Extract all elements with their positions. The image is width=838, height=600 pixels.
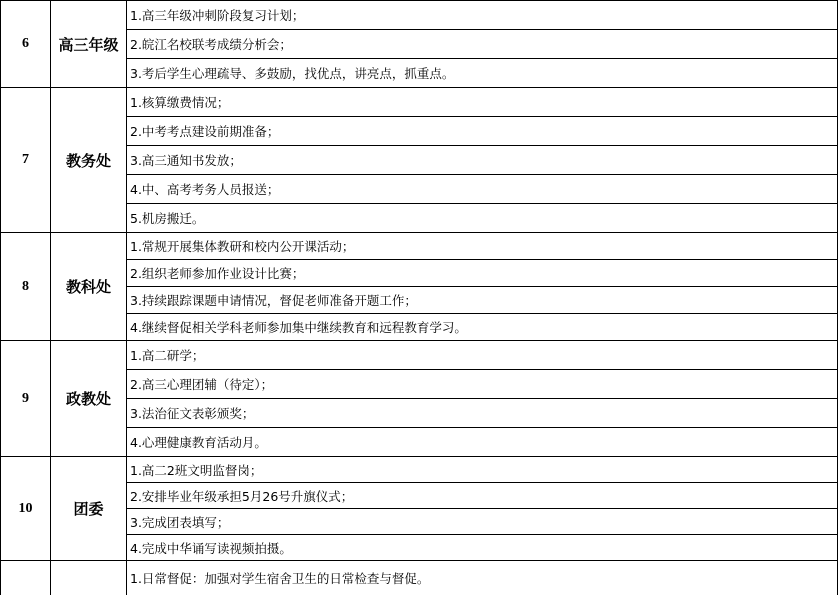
department-name xyxy=(51,561,127,595)
row-number: 8 xyxy=(1,233,51,341)
table-row xyxy=(1,457,838,483)
table-row xyxy=(1,233,838,260)
task-item: 2.皖江名校联考成绩分析会； xyxy=(127,30,838,59)
task-item: 1.高二研学； xyxy=(127,341,838,370)
table-row xyxy=(1,561,838,595)
department-name: 政教处 xyxy=(51,341,127,457)
task-item: 3.法治征文表彰颁奖； xyxy=(127,399,838,428)
department-name: 教务处 xyxy=(51,88,127,233)
row-number: 6 xyxy=(1,1,51,88)
task-item: 3.持续跟踪课题申请情况，督促老师准备开题工作； xyxy=(127,287,838,314)
task-item: 5.机房搬迁。 xyxy=(127,204,838,233)
task-item: 1.常规开展集体教研和校内公开课活动； xyxy=(127,233,838,260)
task-item: 3.高三通知书发放； xyxy=(127,146,838,175)
table-row xyxy=(1,341,838,370)
task-item: 1.日常督促：加强对学生宿舍卫生的日常检查与督促。 xyxy=(127,561,838,595)
row-number xyxy=(1,561,51,595)
task-item: 3.考后学生心理疏导、多鼓励，找优点，讲亮点，抓重点。 xyxy=(127,59,838,88)
task-item: 3.完成团表填写； xyxy=(127,509,838,535)
department-name: 团委 xyxy=(51,457,127,561)
task-item: 1.高二2班文明监督岗； xyxy=(127,457,838,483)
task-item: 4.中、高考考务人员报送； xyxy=(127,175,838,204)
task-item: 1.核算缴费情况； xyxy=(127,88,838,117)
task-item: 4.完成中华诵写读视频拍摄。 xyxy=(127,535,838,561)
task-item: 4.心理健康教育活动月。 xyxy=(127,428,838,457)
task-item: 2.安排毕业年级承担5月26号升旗仪式； xyxy=(127,483,838,509)
task-item: 2.高三心理团辅（待定）； xyxy=(127,370,838,399)
row-number: 7 xyxy=(1,88,51,233)
row-number: 10 xyxy=(1,457,51,561)
department-name: 教科处 xyxy=(51,233,127,341)
task-item: 4.继续督促相关学科老师参加集中继续教育和远程教育学习。 xyxy=(127,314,838,341)
department-name: 高三年级 xyxy=(51,1,127,88)
task-item: 1.高三年级冲刺阶段复习计划； xyxy=(127,1,838,30)
table-row xyxy=(1,1,838,30)
table-row xyxy=(1,88,838,117)
task-item: 2.中考考点建设前期准备； xyxy=(127,117,838,146)
task-item: 2.组织老师参加作业设计比赛； xyxy=(127,260,838,287)
row-number: 9 xyxy=(1,341,51,457)
